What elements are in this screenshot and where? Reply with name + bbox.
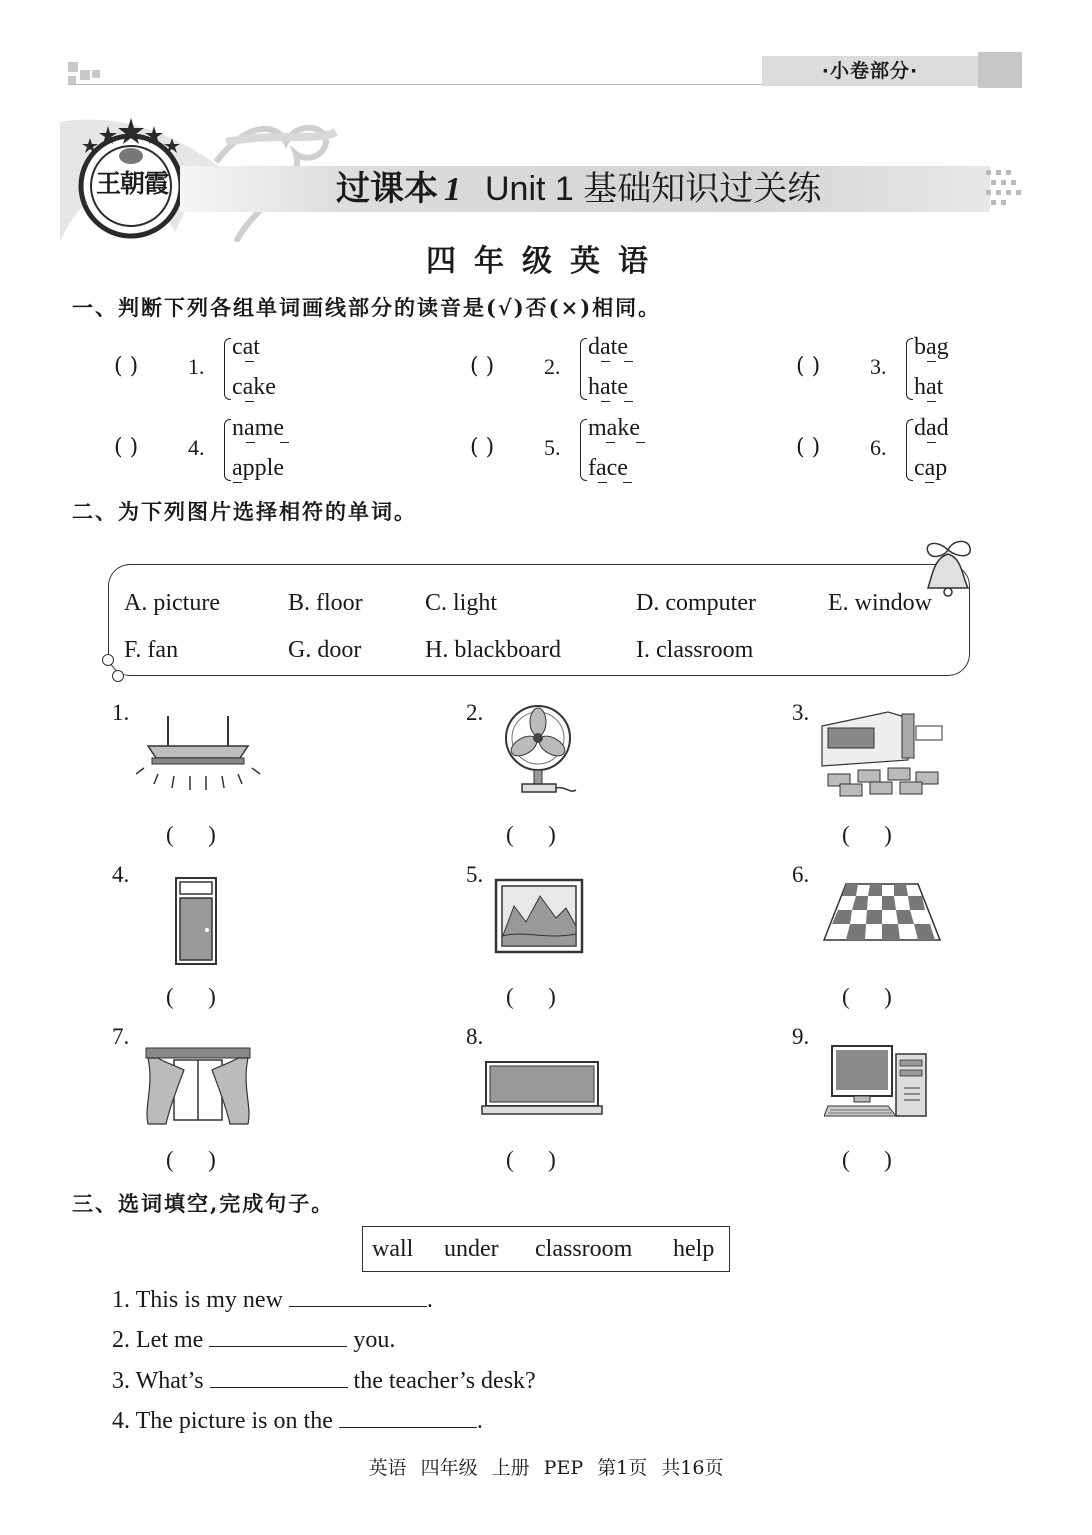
part3-heading: 三、选词填空,完成句子。	[72, 1191, 335, 1216]
logo-text: 王朝霞	[95, 169, 168, 198]
sentence-text: 2. Let me	[112, 1327, 210, 1353]
title-main: Unit 1 基础知识过关练	[485, 170, 822, 208]
answer-blank: ( )	[842, 822, 892, 847]
corner-square	[68, 76, 76, 84]
picture-number: 8.	[466, 1024, 484, 1049]
answer-paren: ( )	[470, 354, 495, 379]
answer-paren: ( )	[114, 354, 139, 379]
section-tag: ·小卷部分·	[762, 56, 978, 86]
blackboard-icon	[480, 1058, 604, 1118]
option-b: B. floor	[288, 590, 363, 616]
answer-blank: ( )	[166, 1147, 216, 1172]
picture-number: 9.	[792, 1024, 810, 1049]
sentence-text: .	[426, 1287, 433, 1313]
underline-mark	[636, 442, 645, 443]
fan-icon	[500, 702, 584, 798]
word-bottom: cake	[232, 374, 276, 400]
question-number: 4.	[188, 435, 205, 460]
underline-mark	[623, 482, 632, 483]
option-a: A. picture	[124, 590, 220, 616]
underline-mark	[233, 482, 242, 483]
underline-mark	[925, 482, 934, 483]
sentence-1	[112, 1286, 433, 1314]
answer-blank: ( )	[506, 822, 556, 847]
ceiling-light-icon	[136, 712, 262, 792]
fill-blank[interactable]	[339, 1407, 477, 1428]
word-bottom: apple	[232, 455, 284, 481]
word-top: date	[588, 334, 628, 360]
word-bank-item: wall	[372, 1236, 414, 1262]
box-ring	[112, 670, 124, 682]
word-bank-item: under	[444, 1236, 499, 1262]
part1-heading: 一、判断下列各组单词画线部分的读音是(√)否(×)相同。	[72, 295, 662, 320]
part2-heading: 二、为下列图片选择相符的单词。	[72, 499, 417, 524]
underline-mark	[601, 361, 610, 362]
brace	[224, 419, 231, 481]
brace	[580, 338, 587, 400]
fill-blank[interactable]	[289, 1286, 427, 1307]
brace	[580, 419, 587, 481]
underline-mark	[927, 401, 936, 402]
section-tag-block	[978, 52, 1022, 88]
corner-square	[80, 70, 90, 80]
sentence-text: .	[476, 1408, 483, 1434]
fill-blank[interactable]	[209, 1326, 347, 1347]
option-c: C. light	[425, 590, 498, 616]
computer-icon	[824, 1044, 932, 1120]
dot-pattern	[984, 166, 1024, 212]
fill-blank[interactable]	[210, 1367, 348, 1388]
sentence-4	[112, 1407, 483, 1435]
underline-mark	[280, 442, 289, 443]
underline-mark	[927, 361, 936, 362]
classroom-icon	[818, 706, 946, 800]
underline-mark	[606, 442, 615, 443]
corner-square	[68, 62, 78, 72]
title-number: 1	[444, 171, 461, 208]
word-bank-item: help	[673, 1236, 715, 1262]
picture-number: 1.	[112, 700, 130, 725]
question-number: 2.	[544, 354, 561, 379]
subtitle: 四年级英语	[426, 244, 666, 279]
answer-paren: ( )	[796, 354, 821, 379]
option-i: I. classroom	[636, 637, 754, 663]
picture-number: 5.	[466, 862, 484, 887]
sentence-text: 1. This is my new	[112, 1287, 289, 1313]
answer-blank: ( )	[166, 822, 216, 847]
answer-blank: ( )	[166, 984, 216, 1009]
underline-mark	[927, 442, 936, 443]
answer-blank: ( )	[842, 984, 892, 1009]
answer-paren: ( )	[114, 435, 139, 460]
underline-mark	[245, 361, 254, 362]
answer-paren: ( )	[470, 435, 495, 460]
question-number: 3.	[870, 354, 887, 379]
word-bottom: cap	[914, 455, 948, 481]
page-footer: 英语 四年级 上册 PEP 第1页 共16页	[368, 1457, 724, 1479]
option-f: F. fan	[124, 637, 179, 663]
option-e: E. window	[828, 590, 932, 616]
picture-number: 6.	[792, 862, 810, 887]
sentence-2	[112, 1326, 395, 1354]
brace	[224, 338, 231, 400]
underline-mark	[245, 401, 254, 402]
underline-mark	[624, 361, 633, 362]
answer-blank: ( )	[842, 1147, 892, 1172]
word-top: bag	[914, 334, 949, 360]
sentence-3	[112, 1367, 536, 1395]
word-bottom: face	[588, 455, 628, 481]
word-top: dad	[914, 415, 949, 441]
picture-number: 4.	[112, 862, 130, 887]
corner-square	[92, 70, 100, 78]
option-d: D. computer	[636, 590, 756, 616]
brace	[906, 338, 913, 400]
option-g: G. door	[288, 637, 362, 663]
door-icon	[174, 876, 218, 966]
question-number: 5.	[544, 435, 561, 460]
brace	[906, 419, 913, 481]
picture-number: 7.	[112, 1024, 130, 1049]
answer-blank: ( )	[506, 1147, 556, 1172]
word-top: make	[588, 415, 640, 441]
picture-number: 2.	[466, 700, 484, 725]
underline-mark	[246, 442, 255, 443]
box-ring	[102, 654, 114, 666]
picture-frame-icon	[494, 878, 584, 954]
title-prefix: 过课本	[336, 169, 438, 209]
answer-blank: ( )	[506, 984, 556, 1009]
underline-mark	[601, 401, 610, 402]
floor-tiles-icon	[822, 882, 942, 944]
underline-mark	[598, 482, 607, 483]
word-top: cat	[232, 334, 260, 360]
sentence-text: 4. The picture is on the	[112, 1408, 339, 1434]
underline-mark	[624, 401, 633, 402]
word-top: name	[232, 415, 284, 441]
page-title	[336, 168, 821, 211]
sentence-text: the teacher’s desk?	[347, 1368, 536, 1394]
picture-number: 3.	[792, 700, 810, 725]
sentence-text: you.	[347, 1327, 396, 1353]
sentence-text: 3. What’s	[112, 1368, 210, 1394]
word-bank-item: classroom	[535, 1236, 633, 1262]
question-number: 6.	[870, 435, 887, 460]
option-h: H. blackboard	[425, 637, 561, 663]
word-bottom: hat	[914, 374, 944, 400]
window-curtains-icon	[144, 1046, 252, 1128]
answer-paren: ( )	[796, 435, 821, 460]
word-bottom: hate	[588, 374, 628, 400]
question-number: 1.	[188, 354, 205, 379]
